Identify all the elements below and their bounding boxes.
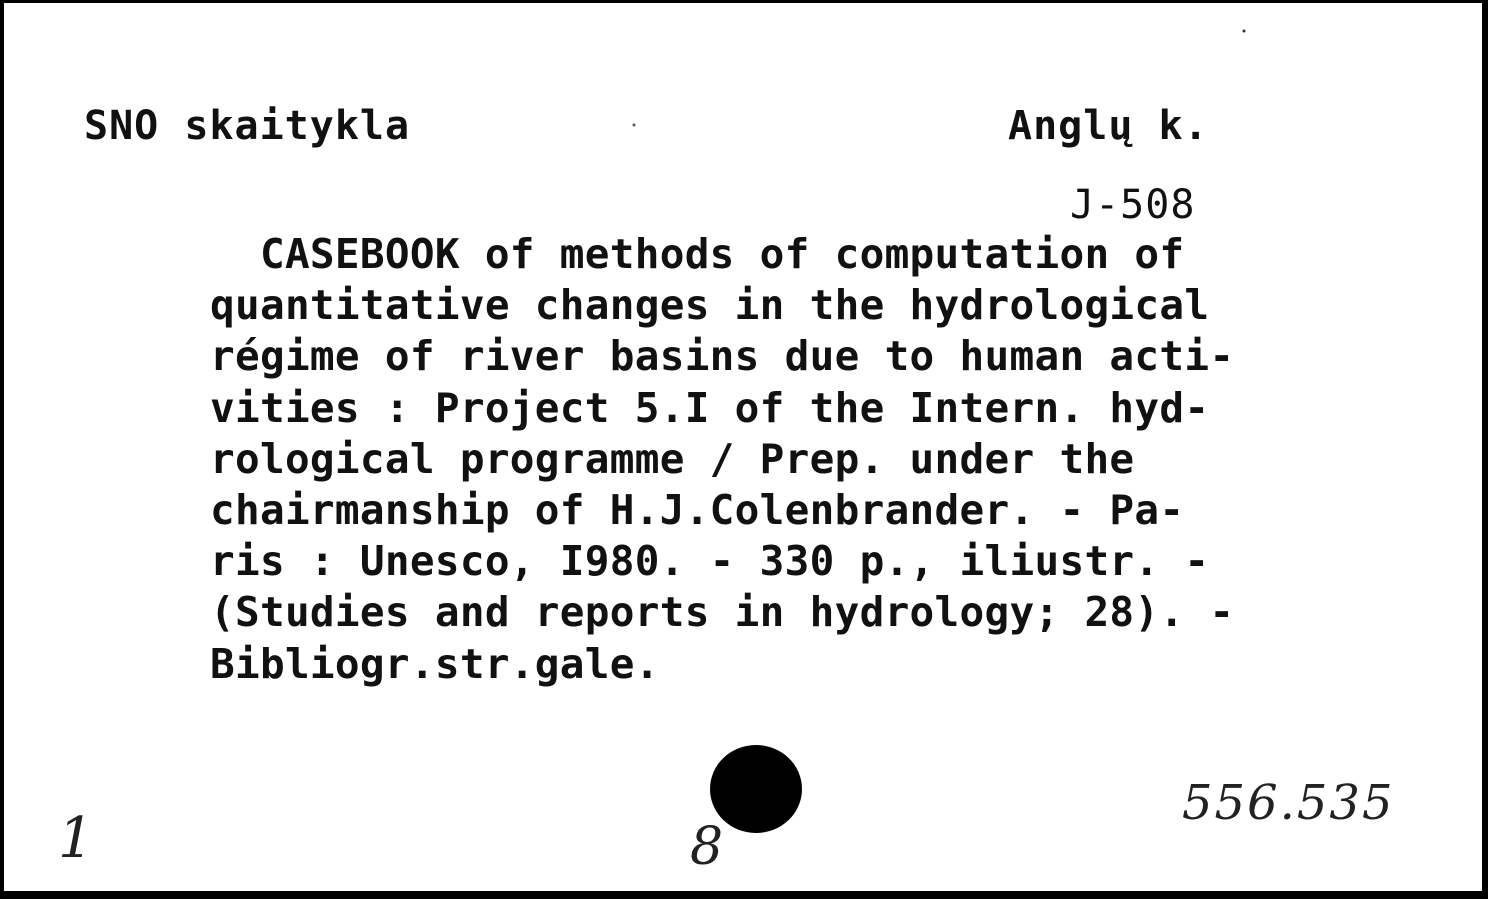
description-line: Bibliogr.str.gale. [210, 639, 660, 688]
description-line: vities : Project 5.I of the Intern. hyd- [210, 383, 1210, 432]
handwritten-classification: 556.535 [1182, 775, 1395, 831]
library-name: SNO skaitykla [84, 103, 411, 149]
description-line: (Studies and reports in hydrology; 28). - [210, 588, 1235, 637]
speck [1243, 30, 1246, 33]
description-line: ris : Unesco, I980. - 330 p., iliustr. - [210, 537, 1210, 586]
description-line: rological programme / Prep. under the [210, 434, 1135, 483]
catalog-card [4, 3, 1482, 891]
paper-specks [4, 3, 1482, 891]
call-number: J-508 [1070, 182, 1196, 228]
handwritten-card-number: 1 [58, 806, 94, 871]
description-line: CASEBOOK of methods of computation of [210, 230, 1185, 278]
handwritten-mark: 8 [690, 817, 724, 877]
speck [633, 124, 636, 127]
description-line: chairmanship of H.J.Colenbrander. - Pa- [210, 485, 1185, 534]
description-line: régime of river basins due to human acti- [210, 332, 1235, 381]
language-label: Anglų k. [1008, 103, 1209, 149]
description-line: quantitative changes in the hydrological [210, 281, 1210, 330]
